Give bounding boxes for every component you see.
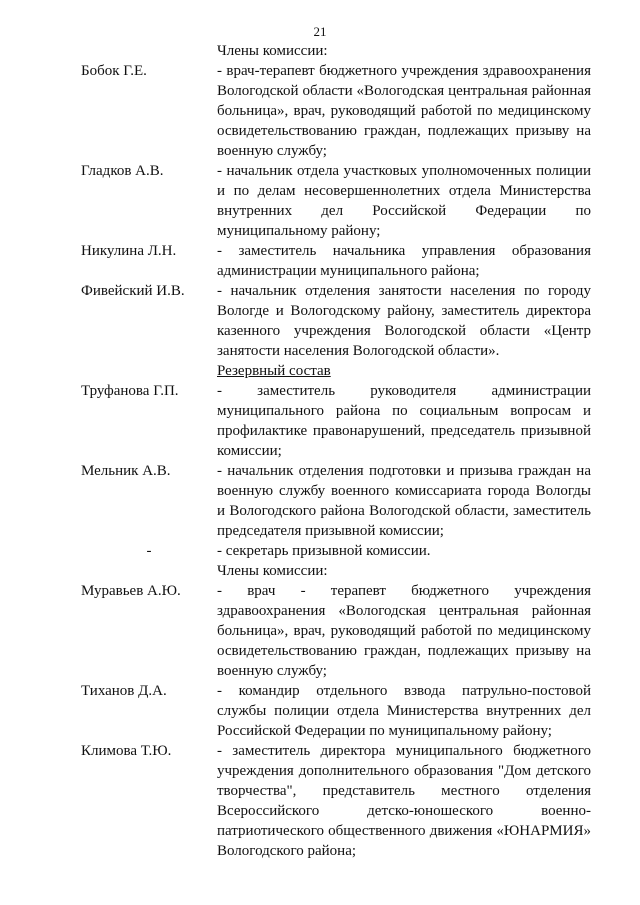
member-row bbox=[0, 281, 640, 361]
member-role: - начальник отделения занятости населения по городу Вологде и Вологодскому району, заместитель директора казенного учреждения Вологодской области «Центр занятости населения Вологодской области». bbox=[217, 283, 591, 359]
member-role: - командир отдельного взвода патрульно-постовой службы полиции отдела Министерства внутренних дел Российской Федерации по муниципальному району; bbox=[217, 683, 591, 739]
member-name: Тиханов Д.А. bbox=[81, 683, 167, 699]
section-heading-members: Члены комиссии: bbox=[217, 43, 328, 59]
member-row bbox=[0, 61, 640, 161]
member-name: Труфанова Г.П. bbox=[81, 383, 179, 399]
member-row bbox=[0, 681, 640, 741]
member-name: Гладков А.В. bbox=[81, 163, 164, 179]
member-row bbox=[0, 741, 640, 861]
page-number: 21 bbox=[313, 24, 327, 39]
member-row bbox=[0, 161, 640, 241]
member-role: - секретарь призывной комиссии. bbox=[217, 543, 431, 559]
member-row bbox=[0, 381, 640, 461]
commission-list bbox=[0, 41, 640, 861]
member-name: Никулина Л.Н. bbox=[81, 243, 177, 259]
member-name-vacant: - bbox=[146, 543, 152, 559]
member-name: Мельник А.В. bbox=[81, 463, 171, 479]
member-role: - заместитель директора муниципального бюджетного учреждения дополнительного образования "Дом детского творчества", представитель местного отделения Всероссийского детско-юношеского военно-патриотического общественного движения «ЮНАРМИЯ» Вологодского района; bbox=[217, 743, 591, 859]
section-heading-row bbox=[0, 561, 640, 581]
section-heading-row bbox=[0, 41, 640, 61]
member-row bbox=[0, 541, 640, 561]
member-row bbox=[0, 461, 640, 541]
member-name: Муравьев А.Ю. bbox=[81, 583, 181, 599]
member-name: Бобок Г.Е. bbox=[81, 63, 147, 79]
member-role: - врач-терапевт бюджетного учреждения здравоохранения Вологодской области «Вологодская центральная районная больница», врач, руководящий работой по медицинскому освидетельствованию граждан, подлежащих призыву на военную службу; bbox=[217, 63, 591, 159]
member-role: - заместитель руководителя администрации муниципального района по социальным вопросам и профилактике правонарушений, председатель призывной комиссии; bbox=[217, 383, 591, 459]
section-heading-members: Члены комиссии: bbox=[217, 563, 328, 579]
member-row bbox=[0, 581, 640, 681]
section-heading-reserve: Резервный состав bbox=[217, 363, 331, 379]
member-name: Климова Т.Ю. bbox=[81, 743, 172, 759]
member-name: Фивейский И.В. bbox=[81, 283, 185, 299]
member-role: - врач - терапевт бюджетного учреждения здравоохранения «Вологодская центральная районная больница», врач, руководящий работой по медицинскому освидетельствованию граждан, подлежащих призыву на военную службу; bbox=[217, 583, 591, 679]
member-role: - начальник отдела участковых уполномоченных полиции и по делам несовершеннолетних отдела Министерства внутренних дел Российской Федерации по муниципальному району; bbox=[217, 163, 591, 239]
member-role: - заместитель начальника управления образования администрации муниципального района; bbox=[217, 243, 591, 279]
member-row bbox=[0, 241, 640, 281]
section-heading-row bbox=[0, 361, 640, 381]
member-role: - начальник отделения подготовки и призыва граждан на военную службу военного комиссариата города Вологды и Вологодского района Вологодской области, заместитель председателя призывной комиссии; bbox=[217, 463, 591, 539]
